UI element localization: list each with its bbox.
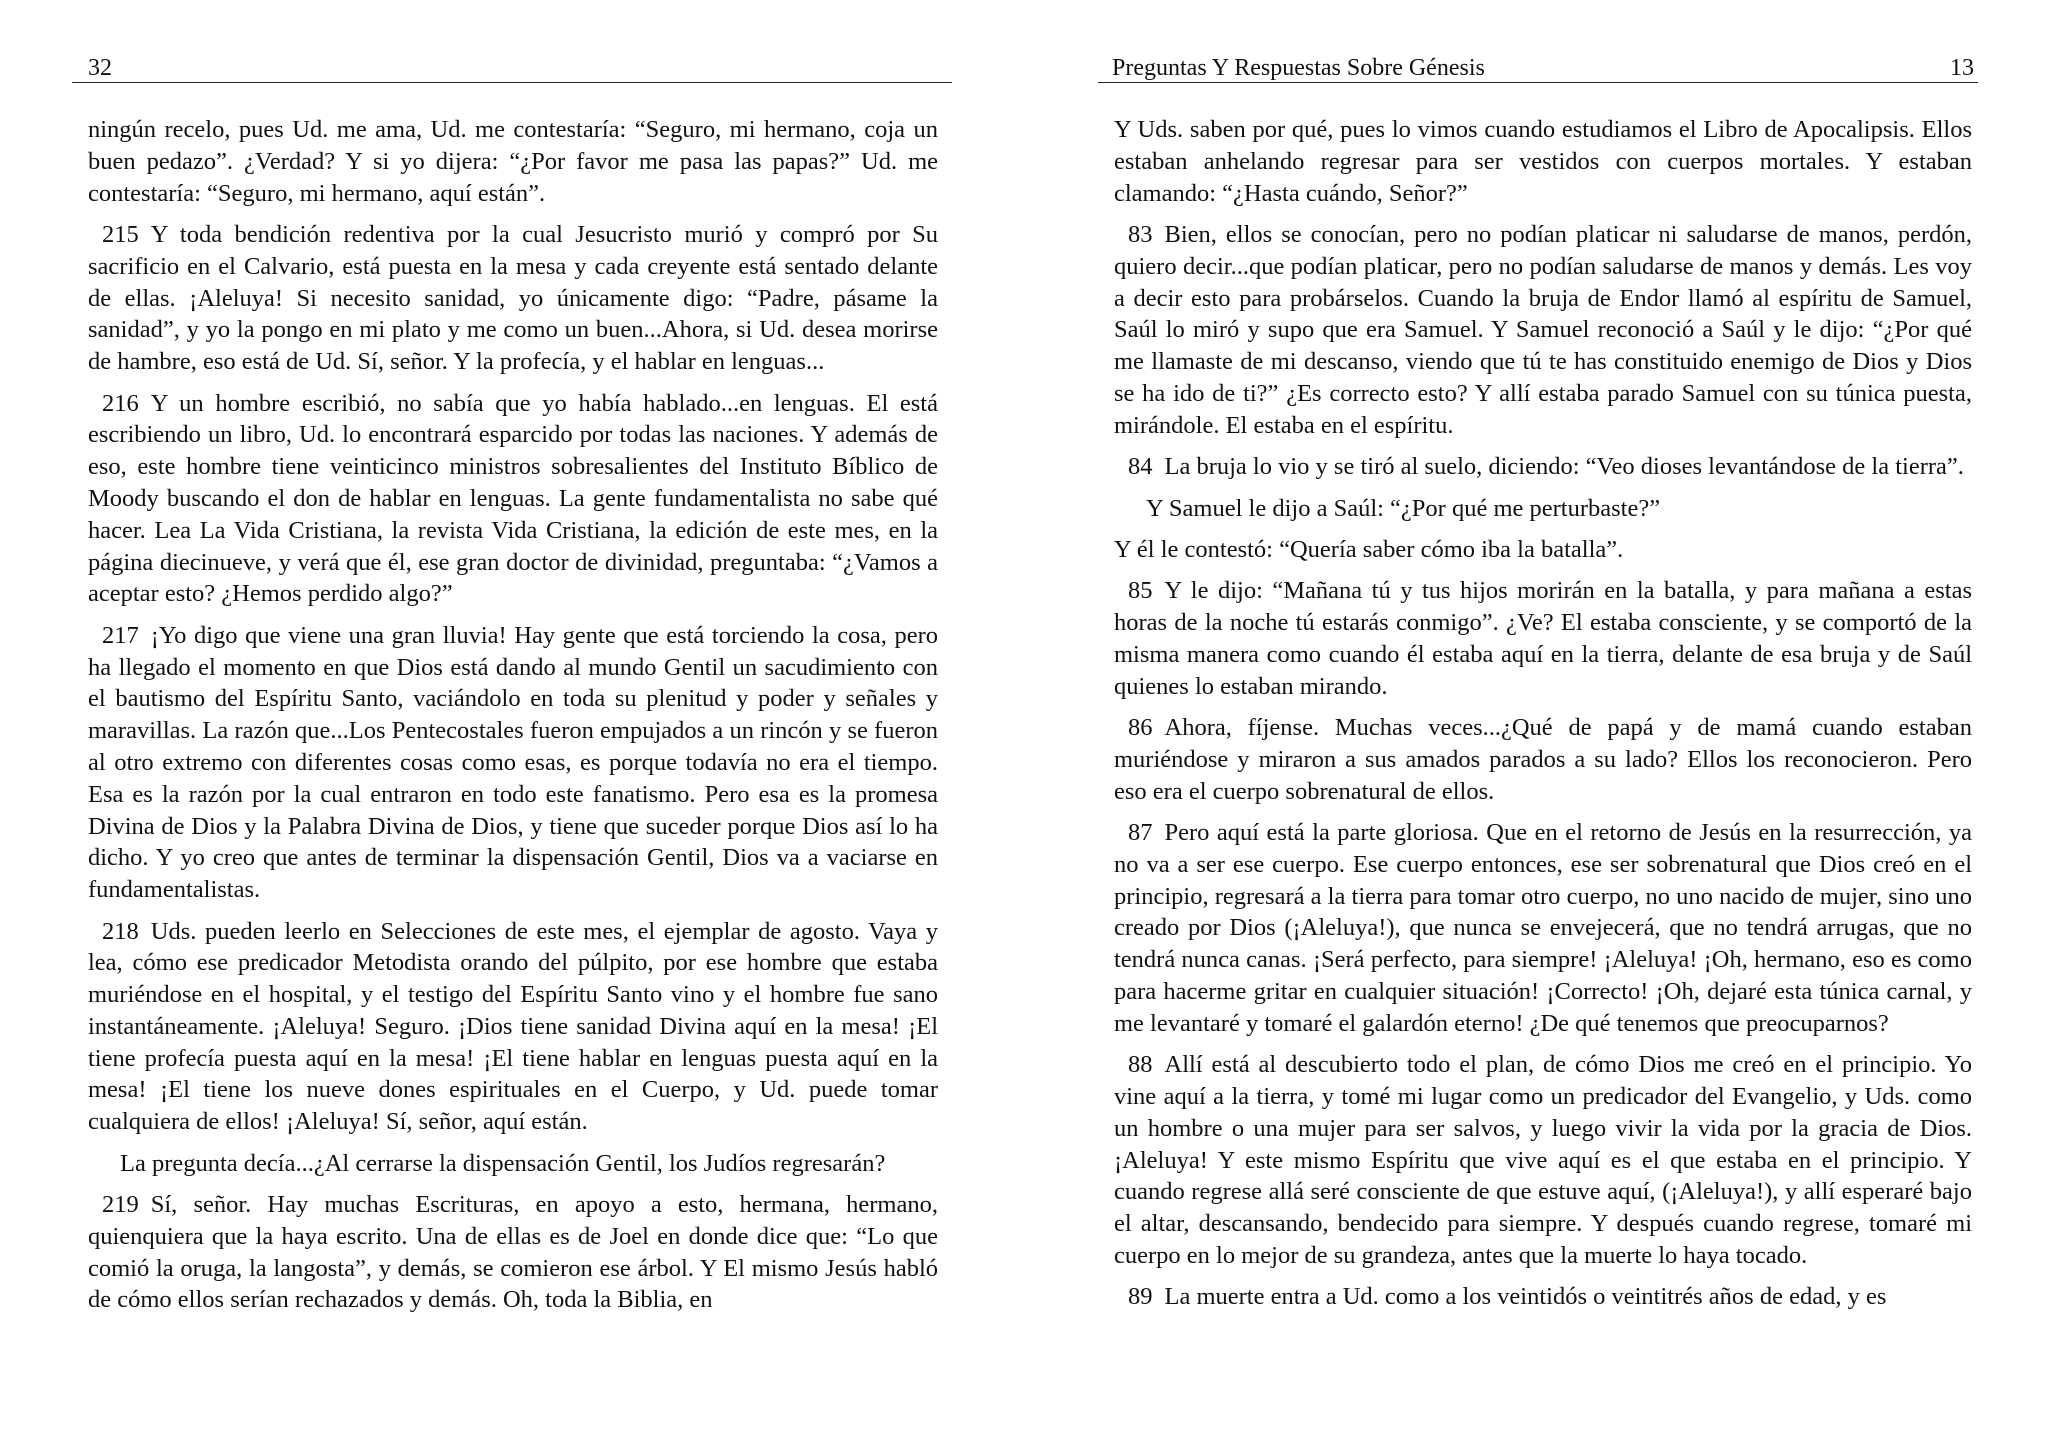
running-title: Preguntas Y Respuestas Sobre Génesis bbox=[1112, 55, 1485, 81]
paragraph-text: Bien, ellos se conocían, pero no podían platicar ni saludarse de manos, perdón, quiero decir...que podían platicar, pero no podían saludarse de manos y demás. Les voy a decir esto para probárselos. Cuando la bruja de Endor llamó al espíritu de Samuel, Saúl lo miró y supo que era Samuel. Y Samuel reconoció a Saúl y le dijo: “¿Por qué me llamaste de mi descanso, viendo que tú te has constituido enemigo de Dios y Dios se ha ido de ti?” ¿Es correcto esto? Y allí estaba parado Samuel con su túnica puesta, mirándole. El estaba en el espíritu. bbox=[1114, 220, 1972, 439]
paragraph-text: Y le dijo: “Mañana tú y tus hijos morirán en la batalla, y para mañana a estas horas de la noche tú estarás conmigo”. ¿Ve? El estaba consciente, y se comportó de la misma manera como cuando él estaba aquí en la tierra, delante de esa bruja y de Saúl quienes lo estaban mirando. bbox=[1114, 577, 1972, 700]
paragraph-number: 219 bbox=[102, 1191, 139, 1219]
paragraph-number: 88 bbox=[1128, 1051, 1153, 1079]
paragraph-text: ningún recelo, pues Ud. me ama, Ud. me contestaría: “Seguro, mi hermano, coja un buen pedazo”. ¿Verdad? Y si yo dijera: “¿Por favor me pasa las papas?” Ud. me contestaría: “Seguro, mi hermano, aquí están”. bbox=[88, 116, 938, 207]
left-page-number: 32 bbox=[88, 55, 112, 81]
paragraph-text: Allí está al descubierto todo el plan, de cómo Dios me creó en el principio. Yo vine aquí a la tierra, y tomé mi lugar como un predicador del Evangelio, y Uds. como un hombre o una mujer para ser salvos, y luego vivir la vida por la gracia de Dios. ¡Aleluya! Y este mismo Espíritu que vive aquí es el que estaba en el principio. Y cuando regrese allá seré consciente de que estuve aquí, (¡Aleluya!), y allí esperaré bajo el altar, descansando, bendecido para siempre. Y después cuando regrese, tomaré mi cuerpo en lo mejor de su grandeza, antes que la muerte lo haya tocado. bbox=[1114, 1051, 1972, 1270]
paragraph bbox=[1114, 114, 1972, 209]
paragraph bbox=[1114, 219, 1972, 442]
right-page bbox=[1098, 0, 1978, 1447]
paragraph bbox=[88, 114, 938, 209]
paragraph bbox=[88, 1189, 938, 1316]
paragraph bbox=[88, 219, 938, 378]
paragraph bbox=[1114, 534, 1972, 566]
paragraph-text: Uds. pueden leerlo en Selecciones de este mes, el ejemplar de agosto. Vaya y lea, cómo ese predicador Metodista orando del púlpito, por ese hombre que estaba muriéndose en el hospital, y el testigo del Espíritu Santo vino y el hombre fue sano instantáneamente. ¡Aleluya! Seguro. ¡Dios tiene sanidad Divina aquí en la mesa! ¡El tiene profecía puesta aquí en la mesa! ¡El tiene hablar en lenguas puesta aquí en la mesa! ¡El tiene los nueve dones espirituales en el Cuerpo, y Ud. puede tomar cualquiera de ellos! ¡Aleluya! Sí, señor, aquí están. bbox=[88, 917, 938, 1136]
paragraph-number: 87 bbox=[1128, 819, 1153, 847]
paragraph-number: 83 bbox=[1128, 220, 1153, 248]
left-page bbox=[72, 0, 952, 1447]
paragraph-text: Y él le contestó: “Quería saber cómo iba la batalla”. bbox=[1114, 535, 1624, 563]
paragraph-text: La bruja lo vio y se tiró al suelo, diciendo: “Veo dioses levantándose de la tierra”. bbox=[1164, 453, 1964, 481]
paragraph-text: Y toda bendición redentiva por la cual Jesucristo murió y compró por Su sacrificio en el Calvario, está puesta en la mesa y cada creyente está sentado delante de ellas. ¡Aleluya! Si necesito sanidad, yo únicamente digo: “Padre, pásame la sanidad”, y yo la pongo en mi plato y me como un buen...Ahora, si Ud. desea morirse de hambre, eso está de Ud. Sí, señor. Y la profecía, y el hablar en lenguas... bbox=[88, 220, 938, 376]
paragraph bbox=[1114, 451, 1972, 483]
paragraph-text: ¡Yo digo que viene una gran lluvia! Hay gente que está torciendo la cosa, pero ha llegado el momento en que Dios está dando al mundo Gentil un sacudimiento con el bautismo del Espíritu Santo, vaciándolo en toda su plenitud y poder y señales y maravillas. La razón que...Los Pentecostales fueron empujados a un rincón y se fueron al otro extremo con diferentes cosas como esas, es porque todavía no era el tiempo. Esa es la razón por la cual entraron en todo este fanatismo. Pero esa es la promesa Divina de Dios y la Palabra Divina de Dios, y tiene que suceder porque Dios así lo ha dicho. Y yo creo que antes de terminar la dispensación Gentil, Dios va a vaciarse en fundamentalistas. bbox=[88, 621, 938, 904]
paragraph-number: 84 bbox=[1128, 453, 1153, 481]
paragraph-text: Sí, señor. Hay muchas Escrituras, en apoyo a esto, hermana, hermano, quienquiera que la haya escrito. Una de ellas es de Joel en donde dice que: “Lo que comió la oruga, la langosta”, y demás, se comieron ese árbol. Y El mismo Jesús habló de cómo ellos serían rechazados y demás. Oh, toda la Biblia, en bbox=[88, 1191, 938, 1314]
paragraph-text: Y Uds. saben por qué, pues lo vimos cuando estudiamos el Libro de Apocalipsis. Ellos estaban anhelando regresar para ser vestidos con cuerpos mortales. Y estaban clamando: “¿Hasta cuándo, Señor?” bbox=[1114, 116, 1972, 207]
paragraph-number: 217 bbox=[102, 621, 139, 649]
paragraph-number: 218 bbox=[102, 917, 139, 945]
paragraph bbox=[1114, 1281, 1972, 1313]
paragraph-text: Ahora, fíjense. Muchas veces...¿Qué de papá y de mamá cuando estaban muriéndose y miraron a sus amados parados a su lado? Ellos los reconocieron. Pero eso era el cuerpo sobrenatural de ellos. bbox=[1114, 714, 1972, 805]
paragraph-number: 85 bbox=[1128, 577, 1153, 605]
right-page-number: 13 bbox=[1950, 55, 1974, 81]
paragraph bbox=[1114, 575, 1972, 702]
paragraph-number: 215 bbox=[102, 220, 139, 248]
paragraph bbox=[1114, 712, 1972, 807]
paragraph bbox=[1114, 817, 1972, 1040]
left-page-body bbox=[88, 114, 938, 1316]
paragraph bbox=[88, 1148, 938, 1180]
paragraph-text: La muerte entra a Ud. como a los veintidós o veintitrés años de edad, y es bbox=[1164, 1283, 1887, 1311]
paragraph-number: 89 bbox=[1128, 1283, 1153, 1311]
paragraph-text: Y Samuel le dijo a Saúl: “¿Por qué me perturbaste?” bbox=[1146, 494, 1661, 522]
paragraph-number: 216 bbox=[102, 389, 139, 417]
right-page-header bbox=[1098, 52, 1978, 83]
left-page-header bbox=[72, 52, 952, 83]
paragraph bbox=[1114, 493, 1972, 525]
paragraph-text: Y un hombre escribió, no sabía que yo había hablado...en lenguas. El está escribiendo un libro, Ud. lo encontrará esparcido por todas las naciones. Y además de eso, este hombre tiene veinticinco ministros sobresalientes del Instituto Bíblico de Moody buscando el don de hablar en lenguas. La gente fundamentalista no sabe qué hacer. Lea La Vida Cristiana, la revista Vida Cristiana, la edición de este mes, en la página diecinueve, y verá que él, ese gran doctor de divinidad, preguntaba: “¿Vamos a aceptar esto? ¿Hemos perdido algo?” bbox=[88, 389, 938, 608]
paragraph-number: 86 bbox=[1128, 714, 1153, 742]
paragraph bbox=[88, 916, 938, 1139]
paragraph-text: Pero aquí está la parte gloriosa. Que en el retorno de Jesús en la resurrección, ya no va a ser ese cuerpo. Ese cuerpo entonces, ese ser sobrenatural que Dios creó en el principio, regresará a la tierra para tomar otro cuerpo, no uno nacido de mujer, sino uno creado por Dios (¡Aleluya!), que nunca se envejecerá, que no tendrá arrugas, que no tendrá nunca canas. ¡Será perfecto, para siempre! ¡Aleluya! ¡Oh, hermano, eso es como para hacerme gritar en cualquier situación! ¡Correcto! ¡Oh, dejaré esta túnica carnal, y me levantaré y tomaré el galardón eterno! ¿De qué tenemos que preocuparnos? bbox=[1114, 819, 1972, 1037]
paragraph-text: La pregunta decía...¿Al cerrarse la dispensación Gentil, los Judíos regresarán? bbox=[120, 1149, 886, 1177]
right-page-body bbox=[1114, 114, 1972, 1313]
paragraph bbox=[88, 620, 938, 906]
paragraph bbox=[88, 388, 938, 611]
paragraph bbox=[1114, 1049, 1972, 1272]
